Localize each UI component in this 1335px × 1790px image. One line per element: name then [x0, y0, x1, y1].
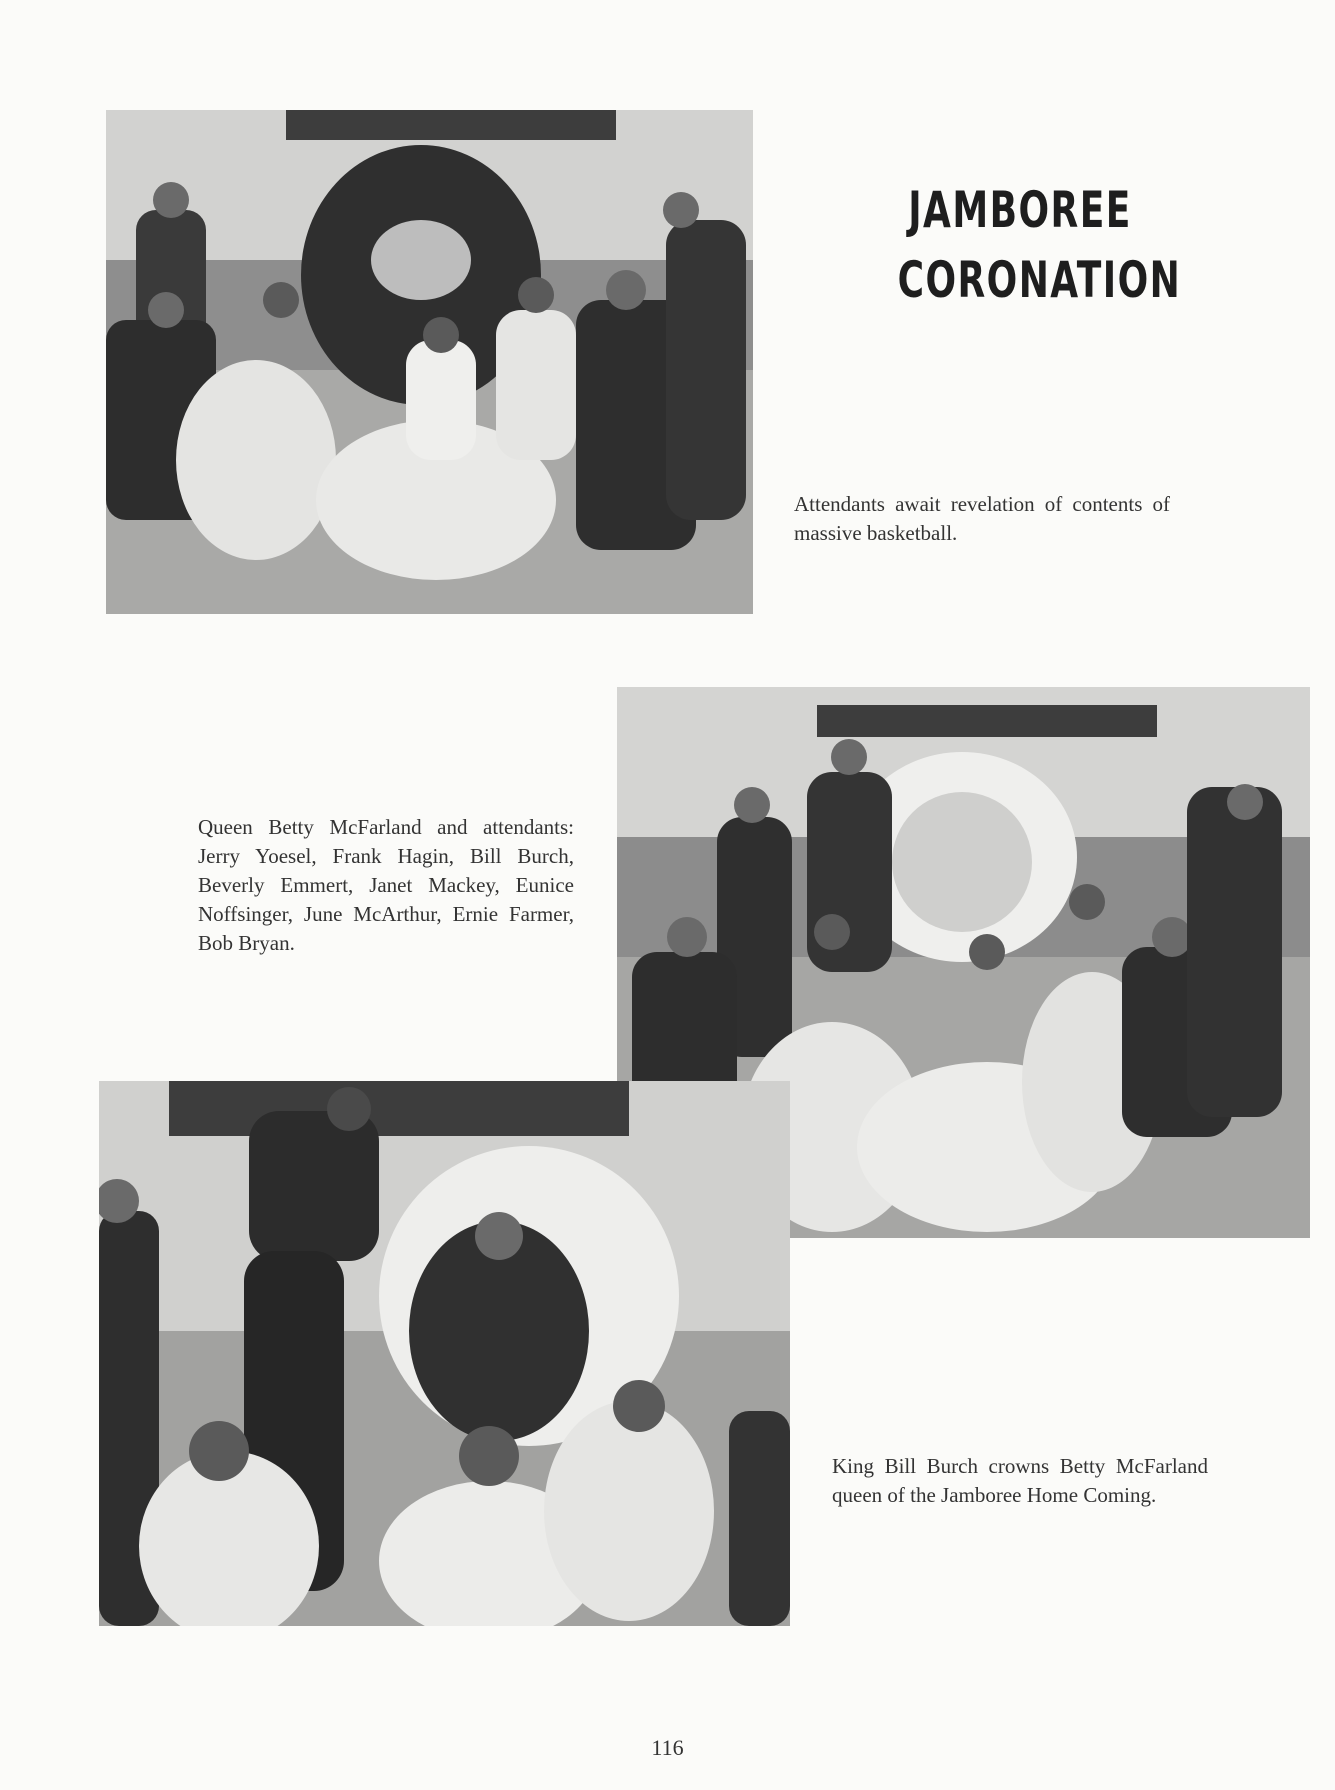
photo-king-crowns-queen-image — [99, 1081, 790, 1626]
photo-attendants-basketball — [106, 110, 753, 614]
caption-attendants-await: Attendants await revelation of contents of massive basketball. — [794, 492, 1170, 545]
photo-attendants-basketball-image — [106, 110, 753, 614]
caption-queen-and-attendants: Queen Betty McFarland and attendants: Jerry Yoesel, Frank Hagin, Bill Burch, Beverly Emmert, Janet Mackey, Eunice Noffsinger, June McArthur, Ernie Farmer, Bob Bryan. — [198, 815, 574, 955]
page-title — [897, 175, 1182, 315]
page-title-line-2: CORONATION — [897, 251, 1182, 309]
page-number: 116 — [651, 1735, 684, 1760]
photo-king-crowns-queen — [99, 1081, 790, 1626]
page-title-line-1: JAMBOREE — [908, 181, 1132, 239]
caption-king-crowns: King Bill Burch crowns Betty McFarland queen of the Jamboree Home Coming. — [832, 1454, 1208, 1507]
